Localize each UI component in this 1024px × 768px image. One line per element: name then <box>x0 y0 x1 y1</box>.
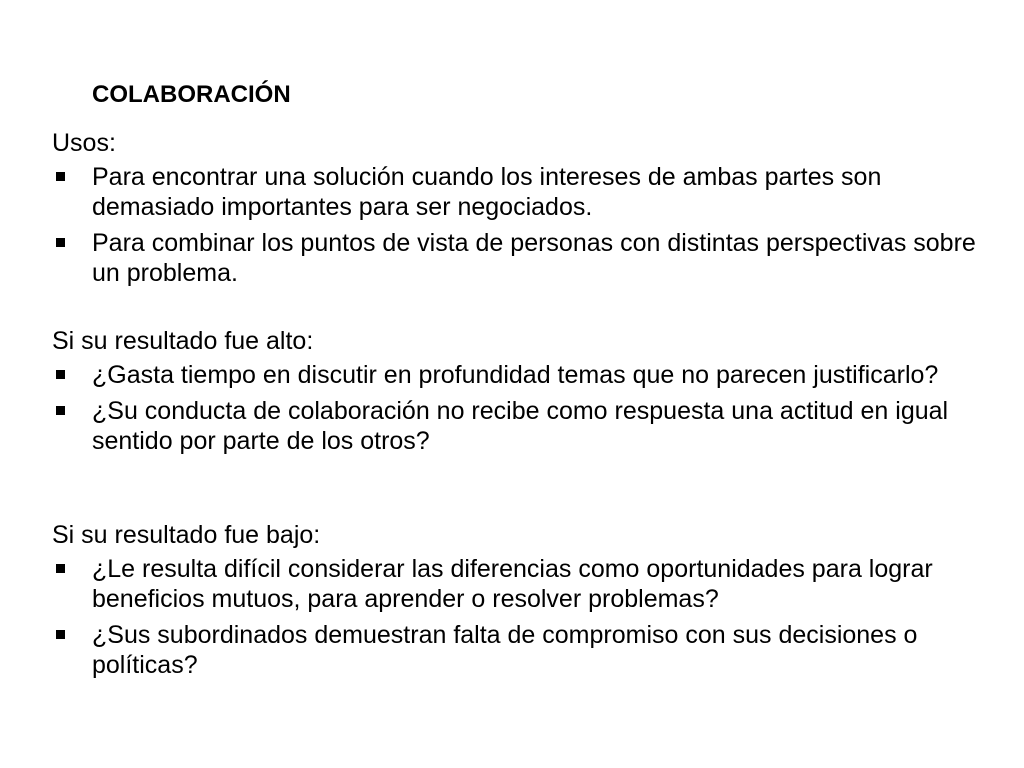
square-bullet-icon <box>56 406 65 415</box>
square-bullet-icon <box>56 630 65 639</box>
section-heading: Usos: <box>52 129 116 157</box>
section-usos <box>52 128 992 294</box>
square-bullet-icon <box>56 172 65 181</box>
bullet-list <box>52 554 992 680</box>
list-item <box>52 620 992 680</box>
square-bullet-icon <box>56 238 65 247</box>
section-heading: Si su resultado fue alto: <box>52 327 314 355</box>
section-resultado-alto <box>52 326 992 462</box>
list-item-text: Para encontrar una solución cuando los intereses de ambas partes son demasiado importantes para ser negociados. <box>92 163 882 221</box>
list-item <box>52 162 992 222</box>
square-bullet-icon <box>56 370 65 379</box>
list-item-text: Para combinar los puntos de vista de personas con distintas perspectivas sobre un problema. <box>92 229 976 287</box>
section-heading: Si su resultado fue bajo: <box>52 521 321 549</box>
bullet-list <box>52 360 992 456</box>
list-item <box>52 360 992 390</box>
square-bullet-icon <box>56 564 65 573</box>
list-item <box>52 396 992 456</box>
list-item <box>52 228 992 288</box>
list-item-text: ¿Gasta tiempo en discutir en profundidad temas que no parecen justificarlo? <box>92 361 939 389</box>
section-resultado-bajo <box>52 520 992 686</box>
bullet-list <box>52 162 992 288</box>
list-item-text: ¿Su conducta de colaboración no recibe como respuesta una actitud en igual sentido por parte de los otros? <box>92 397 949 455</box>
list-item-text: ¿Sus subordinados demuestran falta de compromiso con sus decisiones o políticas? <box>92 621 918 679</box>
slide-title: COLABORACIÓN <box>92 81 291 108</box>
list-item <box>52 554 992 614</box>
list-item-text: ¿Le resulta difícil considerar las diferencias como oportunidades para lograr beneficios mutuos, para aprender o resolver problemas? <box>92 555 933 613</box>
